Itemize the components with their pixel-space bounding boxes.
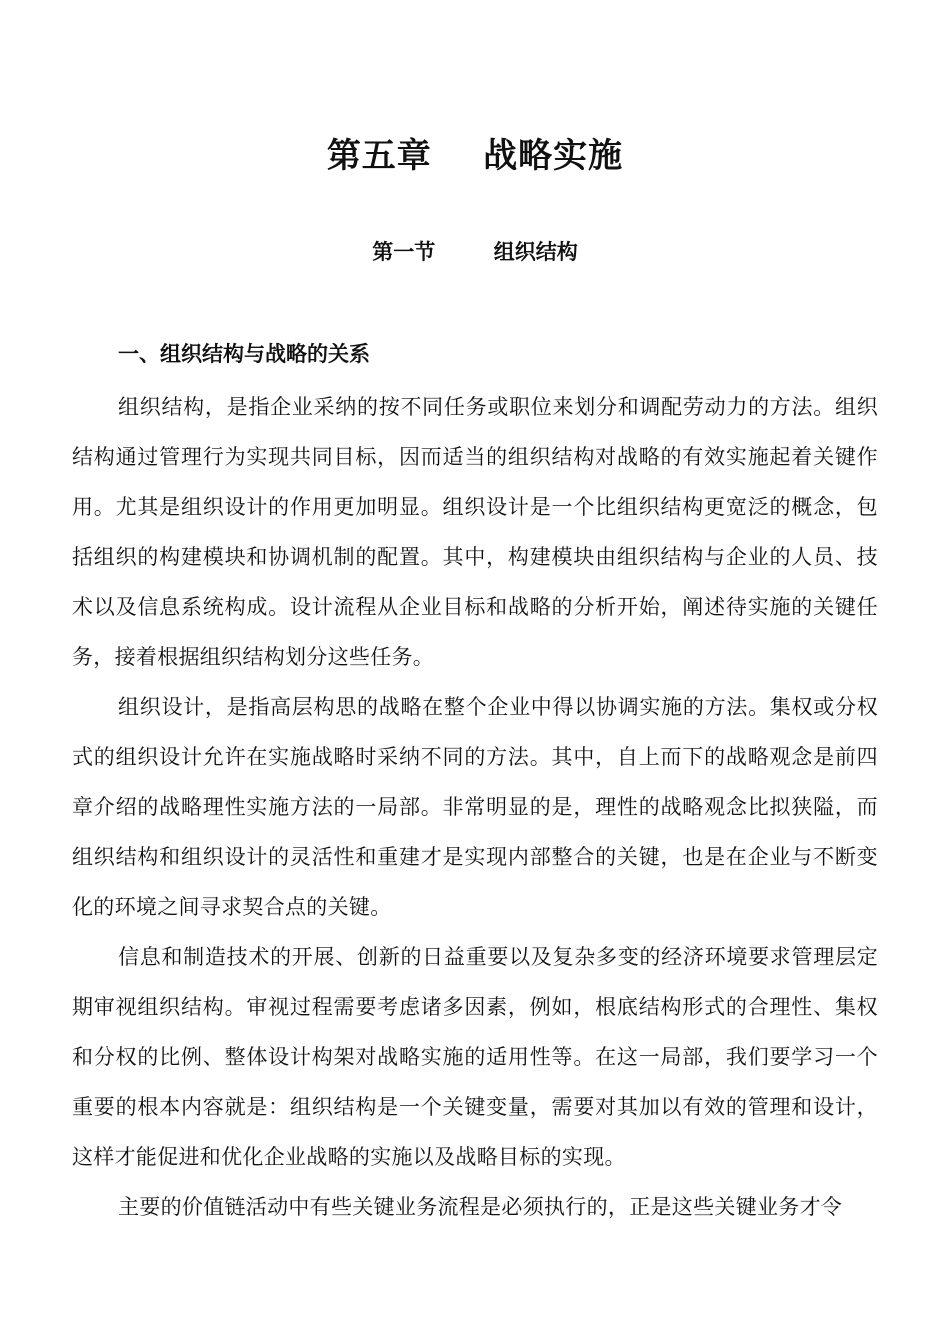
paragraph: 信息和制造技术的开展、创新的日益重要以及复杂多变的经济环境要求管理层定期审视组织结构。审视过程需要考虑诸多因素，例如，根底结构形式的合理性、集权和分权的比例、整体设计构架对战略实施的适用性等。在这一局部，我们要学习一个重要的根本内容就是：组织结构是一个关键变量，需要对其加以有效的管理和设计，这样才能促进和优化企业战略的实施以及战略目标的实现。	[72, 945, 878, 1169]
chapter-title: 第五章 战略实施	[326, 136, 624, 176]
paragraph: 组织结构，是指企业采纳的按不同任务或职位来划分和调配劳动力的方法。组织结构通过管理行为实现共同目标，因而适当的组织结构对战略的有效实施起着关键作用。尤其是组织设计的作用更加明显。组织设计是一个比组织结构更宽泛的概念，包括组织的构建模块和协调机制的配置。其中，构建模块由组织结构与企业的人员、技术以及信息系统构成。设计流程从企业目标和战略的分析开始，阐述待实施的关键任务，接着根据组织结构划分这些任务。	[72, 395, 878, 669]
section-title: 第一节 组织结构	[372, 240, 578, 264]
paragraph: 组织设计，是指高层构思的战略在整个企业中得以协调实施的方法。集权或分权式的组织设计允许在实施战略时采纳不同的方法。其中，自上而下的战略观念是前四章介绍的战略理性实施方法的一局部。非常明显的是，理性的战略观念比拟狭隘，而组织结构和组织设计的灵活性和重建才是实现内部整合的关键，也是在企业与不断变化的环境之间寻求契合点的关键。	[72, 695, 878, 919]
paragraph: 主要的价值链活动中有些关键业务流程是必须执行的，正是这些关键业务才令	[118, 1195, 843, 1219]
sub-heading: 一、组织结构与战略的关系	[118, 342, 370, 366]
body-text	[72, 382, 878, 1232]
